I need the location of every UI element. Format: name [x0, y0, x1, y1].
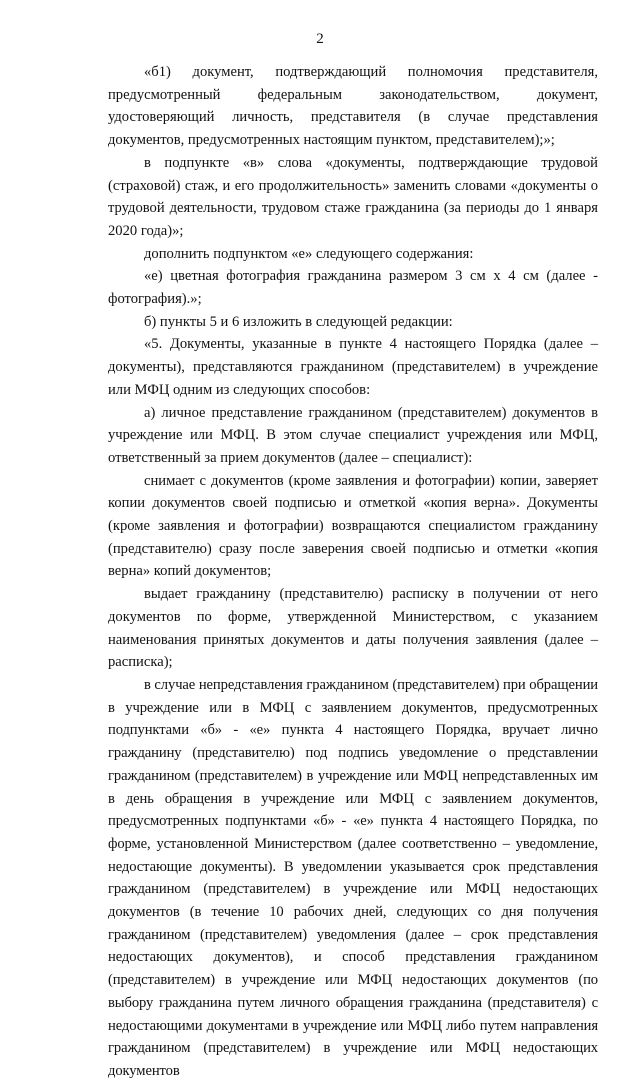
- page-number: 2: [316, 31, 324, 47]
- paragraph-b1-document: «б1) документ, подтверждающий полномочия представителя, предусмотренный федеральным законодательством, документ, удостоверяющий личность, представителя (в случае представления документов, предусмотренных настоящим пунктом, представителем);»;: [108, 64, 598, 149]
- document-body: [108, 61, 598, 1083]
- paragraph-notification: в случае непредставления гражданином (представителем) при обращении в учреждение или в МФЦ с заявлением документов, предусмотренных подпунктами «б» - «е» пункта 4 настоящего Порядка, вручает лично гражданину (представителю) под подпись уведомление о представлении гражданином (представителем) в учреждение или МФЦ непредставленных им в день обращения в учреждение или МФЦ с заявлением документов, предусмотренных подпунктами «б» - «е» пункта 4 настоящего Порядка, по форме, установленной Министерством (далее соответственно – уведомление, недостающие документы). В уведомлении указывается срок представления гражданином (представителем) в учреждение или МФЦ недостающих документов (в течение 10 рабочих дней, следующих со дня получения гражданином (представителем) уведомления (далее – срок представления недостающих документов), и способ представления гражданином (представителем) в учреждение или МФЦ недостающих документов (по выбору гражданина путем личного обращения гражданина (представителя) с недостающими документами в учреждение или МФЦ либо путем направления гражданином (представителем) в учреждение или МФЦ недостающих документов: [108, 676, 598, 1079]
- paragraph-subitem-e-photo: «е) цветная фотография гражданина размером 3 см х 4 см (далее - фотография).»;: [108, 268, 598, 308]
- paragraph-items-5-6: б) пункты 5 и 6 изложить в следующей редакции:: [144, 313, 453, 330]
- paragraph-receipt: выдает гражданину (представителю) расписку в получении от него документов по форме, утвержденной Министерством, с указанием наименования принятых документов и даты получения заявления (далее – расписка);: [108, 586, 598, 671]
- paragraph-subitem-v-change: в подпункте «в» слова «документы, подтверждающие трудовой (страховой) стаж, и его продолжительность» заменить словами «документы о трудовой деятельности, трудовом стаже гражданина (за периоды до 1 января 2020 года)»;: [108, 154, 598, 239]
- paragraph-item-5-documents: «5. Документы, указанные в пункте 4 настоящего Порядка (далее – документы), представляются гражданином (представителем) в учреждение или МФЦ одним из следующих способов:: [108, 336, 598, 398]
- paragraph-copies: снимает с документов (кроме заявления и фотографии) копии, заверяет копии документов своей подписью и отметкой «копия верна». Документы (кроме заявления и фотографии) возвращаются специалистом гражданину (представителю) сразу после заверения своей подписью и отметки «копия верна» копий документов;: [108, 472, 598, 580]
- paragraph-add-subitem-e: дополнить подпунктом «е» следующего содержания:: [144, 245, 474, 262]
- paragraph-personal-submission: а) личное представление гражданином (представителем) документов в учреждение или МФЦ. В этом случае специалист учреждения или МФЦ, ответственный за прием документов (далее – специалист):: [108, 404, 598, 466]
